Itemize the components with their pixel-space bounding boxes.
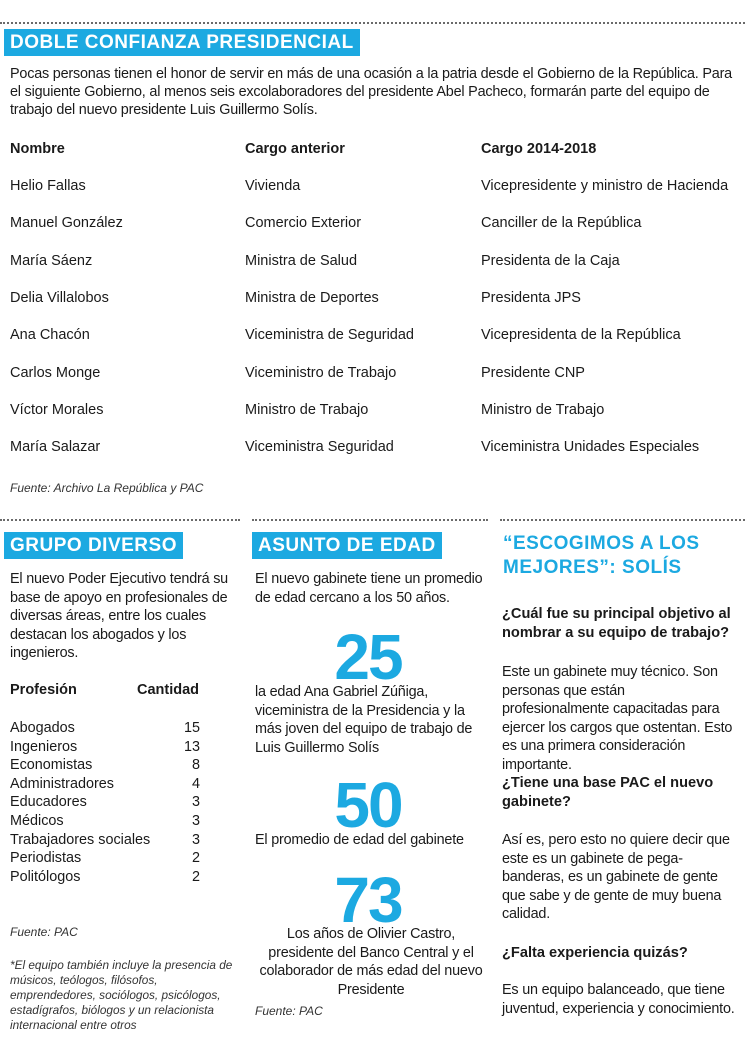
profession-name: Ingenieros [10, 738, 78, 755]
grupo-paragraph: El nuevo Poder Ejecutivo tendrá su base de apoyo en profesionales de diversas áreas, entre los cuales destacan los abogados y los ingenieros. [10, 571, 228, 661]
profession-name: Abogados [10, 720, 75, 736]
answer-3: Es un equipo balanceado, que tiene juventud, experiencia y conocimiento. [502, 982, 735, 1017]
list-item [10, 776, 200, 795]
list-item [10, 813, 200, 832]
cell-cargo-anterior: Viceministra Seguridad [245, 439, 394, 455]
question-1: ¿Cuál fue su principal objetivo al nombrar a su equipo de trabajo? [502, 606, 731, 641]
cell-cargo-anterior: Viceministra de Seguridad [245, 327, 414, 343]
cell-nombre: Manuel González [10, 215, 123, 231]
cell-cargo-anterior: Ministra de Deportes [245, 290, 379, 306]
stat-value-50: 50 [334, 769, 402, 841]
section-title-escogimos: “ESCOGIMOS A LOS MEJORES”: SOLÍS [503, 533, 700, 578]
header-cargo-anterior: Cargo anterior [245, 141, 345, 157]
edad-paragraph: El nuevo gabinete tiene un promedio de edad cercano a los 50 años. [255, 571, 483, 606]
answer-2: Así es, pero esto no quiere decir que este es un gabinete de pega-banderas, es un gabinete de gente que sabe y de gente de muy buena calidad. [502, 832, 730, 922]
cell-nombre: María Sáenz [10, 253, 93, 269]
profession-name: Economistas [10, 757, 93, 774]
profession-name: Administradores [10, 775, 114, 792]
section-title-asunto-de-edad: ASUNTO DE EDAD [252, 532, 442, 559]
cell-nombre: Carlos Monge [10, 365, 101, 381]
profession-count: 3 [191, 813, 200, 829]
cell-cargo-nuevo: Ministro de Trabajo [481, 402, 605, 418]
profession-name: Trabajadores sociales [10, 831, 151, 848]
column-divider-3 [500, 519, 745, 521]
cell-nombre: Helio Fallas [10, 178, 86, 194]
header-cantidad: Cantidad [137, 682, 200, 698]
answer-1: Este un gabinete muy técnico. Son personas que están profesionalmente capacitadas para ejercer los cargos que ostentan. Esto es una primera consideración importante. [502, 664, 733, 773]
cell-cargo-anterior: Comercio Exterior [245, 215, 362, 231]
cell-cargo-nuevo: Presidente CNP [481, 365, 585, 381]
intro-paragraph: Pocas personas tienen el honor de servir en más de una ocasión a la patria desde el Gobierno de la República. Para el siguiente Gobierno, al menos seis excolaboradores del presidente Abel Pacheco, formarán parte del equipo de trabajo del nuevo presidente Luis Guillermo Solís. [10, 66, 732, 118]
profession-name: Médicos [10, 813, 64, 829]
cell-cargo-anterior: Vivienda [245, 178, 301, 194]
profession-count: 3 [191, 794, 200, 811]
stat-text-25: la edad Ana Gabriel Zúñiga, viceministra de la Presidencia y la más joven del equipo de trabajo de Luis Guillermo Solís [255, 684, 473, 756]
profession-name: Politólogos [10, 868, 81, 885]
profession-name: Periodistas [10, 850, 82, 867]
cell-nombre: Ana Chacón [10, 327, 90, 343]
cell-nombre: María Salazar [10, 439, 101, 455]
header-nombre: Nombre [10, 141, 65, 157]
source-edad: Fuente: PAC [255, 1004, 323, 1018]
question-2: ¿Tiene una base PAC el nuevo gabinete? [502, 775, 714, 810]
list-item [10, 739, 200, 758]
grupo-footnote: *El equipo también incluye la presencia de músicos, teólogos, filósofos, emprendedores, sociólogos, psicólogos, estadígrafos, biólogos y un relacionista internacional entre otros [10, 958, 233, 1032]
top-divider [0, 22, 745, 24]
header-profesion: Profesión [10, 682, 77, 698]
cell-nombre: Víctor Morales [10, 402, 104, 418]
cell-cargo-nuevo: Presidenta de la Caja [481, 253, 620, 269]
profession-count: 15 [183, 720, 200, 736]
cell-cargo-nuevo: Viceministra Unidades Especiales [481, 439, 700, 455]
cell-cargo-anterior: Ministro de Trabajo [245, 402, 369, 418]
column-divider-2 [252, 519, 488, 521]
list-item [10, 757, 200, 776]
profession-count: 2 [191, 850, 200, 867]
list-item [10, 850, 200, 869]
list-item [10, 794, 200, 813]
cell-nombre: Delia Villalobos [10, 290, 109, 306]
profession-count: 13 [183, 738, 200, 755]
list-item [10, 720, 200, 739]
section-title-grupo-diverso: GRUPO DIVERSO [4, 532, 183, 559]
list-item [10, 832, 200, 851]
cell-cargo-nuevo: Vicepresidenta de la República [481, 327, 681, 343]
section-title-doble-confianza: DOBLE CONFIANZA PRESIDENCIAL [4, 29, 360, 56]
cell-cargo-nuevo: Canciller de la República [481, 215, 642, 231]
stat-value-73: 73 [334, 864, 402, 936]
stat-text-73: Los años de Olivier Castro, presidente del Banco Central y el colaborador de más edad del nuevo Presidente [259, 926, 483, 998]
source-grupo: Fuente: PAC [10, 925, 78, 939]
profession-count: 4 [191, 775, 200, 792]
profession-count: 8 [191, 757, 200, 774]
column-divider-1 [0, 519, 240, 521]
profession-count: 3 [191, 831, 200, 848]
header-cargo-2014-2018: Cargo 2014-2018 [481, 141, 597, 157]
cell-cargo-nuevo: Presidenta JPS [481, 290, 581, 306]
cell-cargo-anterior: Ministra de Salud [245, 253, 358, 269]
stat-value-25: 25 [334, 621, 402, 693]
question-3: ¿Falta experiencia quizás? [502, 945, 688, 961]
stat-text-50: El promedio de edad del gabinete [255, 832, 464, 848]
cell-cargo-nuevo: Vicepresidente y ministro de Hacienda [481, 178, 729, 194]
source-top: Fuente: Archivo La República y PAC [10, 481, 204, 495]
list-item [10, 869, 200, 888]
cell-cargo-anterior: Viceministro de Trabajo [245, 365, 397, 381]
profession-count: 2 [191, 868, 200, 885]
profession-name: Educadores [10, 794, 87, 811]
